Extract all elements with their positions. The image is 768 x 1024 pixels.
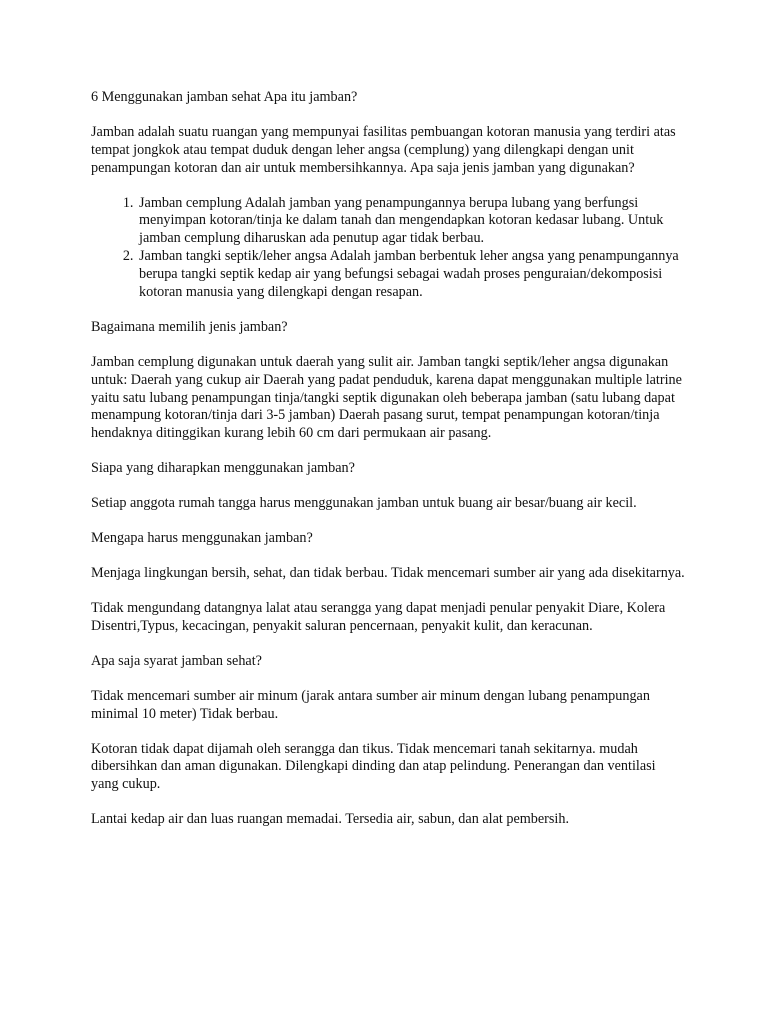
intro-paragraph: Jamban adalah suatu ruangan yang mempunyai fasilitas pembuangan kotoran manusia yang terdiri atas tempat jongkok atau tempat duduk dengan leher angsa (cemplung) yang dilengkapi dengan unit penampungan kotoran dan air untuk membersihkannya. Apa saja jenis jamban yang digunakan? xyxy=(91,123,676,176)
document-heading: 6 Menggunakan jamban sehat Apa itu jamban? xyxy=(91,89,358,105)
answer-choose: Jamban cemplung digunakan untuk daerah yang sulit air. Jamban tangki septik/leher angsa digunakan untuk: Daerah yang cukup air Daerah yang padat penduduk, karena dapat menggunakan multiple latrine yaitu satu lubang penampungan tinja/tangki septik digunakan oleh beberapa jamban (satu lubang dapat menampung kotoran/tinja dari 3-5 jamban) Daerah pasang surut, tempat penampungan kotoran/tinja hendaknya ditinggikan kurang lebih 60 cm dari permukaan air pasang. xyxy=(91,353,682,442)
question-requirements: Apa saja syarat jamban sehat? xyxy=(91,652,262,669)
answer-requirements-2: Kotoran tidak dapat dijamah oleh serangga dan tikus. Tidak mencemari tanah sekitarnya. mudah dibersihkan dan aman digunakan. Dilengkapi dinding dan atap pelindung. Penerangan dan ventilasi yang cukup. xyxy=(91,740,656,793)
document-page xyxy=(91,89,685,846)
answer-requirements-1: Tidak mencemari sumber air minum (jarak antara sumber air minum dengan lubang penampungan minimal 10 meter) Tidak berbau. xyxy=(91,687,650,722)
question-choose: Bagaimana memilih jenis jamban? xyxy=(91,318,288,335)
list-item-septic-tank: 2. Jamban tangki septik/leher angsa Adalah jamban berbentuk leher angsa yang penampungannya berupa tangki septik kedap air yang befungsi sebagai wadah proses penguraian/dekomposisi kotoran manusia yang dilengkapi dengan resapan. xyxy=(137,248,685,301)
answer-why-1: Menjaga lingkungan bersih, sehat, dan tidak berbau. Tidak mencemari sumber air yang ada disekitarnya. xyxy=(91,565,685,582)
question-who: Siapa yang diharapkan menggunakan jamban? xyxy=(91,460,355,477)
question-why: Mengapa harus menggunakan jamban? xyxy=(91,530,313,547)
list-item-cemplung: 1. Jamban cemplung Adalah jamban yang penampungannya berupa lubang yang berfungsi menyimpan kotoran/tinja ke dalam tanah dan mengendapkan kotoran kedasar lubang. Untuk jamban cemplung diharuskan ada penutup agar tidak berbau. xyxy=(137,195,685,248)
answer-who: Setiap anggota rumah tangga harus menggunakan jamban untuk buang air besar/buang air kecil. xyxy=(91,495,637,512)
latrine-types-list xyxy=(91,195,685,302)
answer-requirements-3: Lantai kedap air dan luas ruangan memadai. Tersedia air, sabun, dan alat pembersih. xyxy=(91,811,570,828)
answer-why-2: Tidak mengundang datangnya lalat atau serangga yang dapat menjadi penular penyakit Diare, Kolera Disentri,Typus, kecacingan, penyakit saluran pencernaan, penyakit kulit, dan keracunan. xyxy=(91,600,666,634)
